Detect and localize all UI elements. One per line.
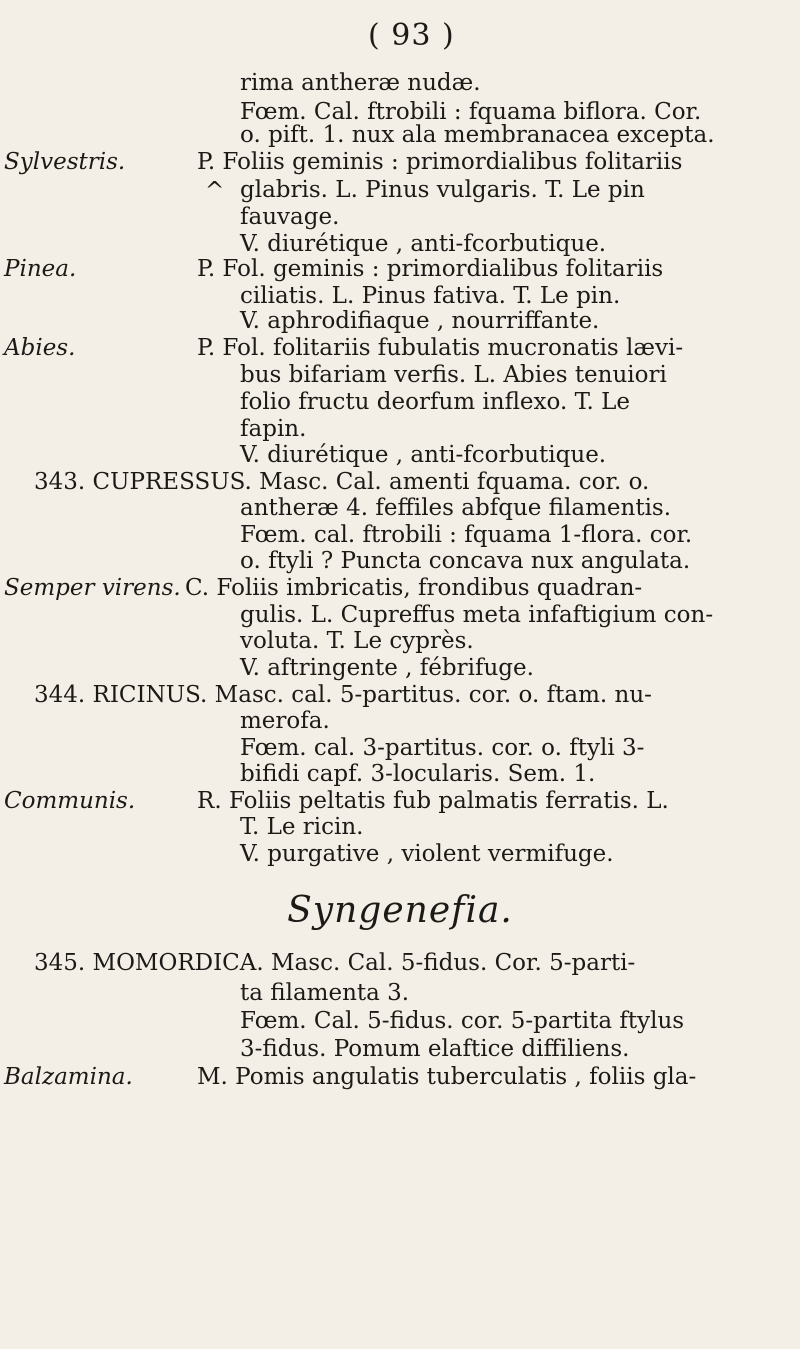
text-line: V. aftringente , fébrifuge. xyxy=(240,655,534,681)
text-line: 3-fidus. Pomum elaftice diffiliens. xyxy=(240,1036,630,1062)
text-line: P. Fol. geminis : primordialibus folitariis xyxy=(197,256,664,282)
text-line: bifidi capf. 3-locularis. Sem. 1. xyxy=(240,761,596,787)
text-line: bus bifariam verfis. L. Abies tenuiori xyxy=(240,362,667,388)
text-line: V. aphrodifiaque , nourriffante. xyxy=(240,308,600,334)
text-line: merofa. xyxy=(240,708,330,734)
caret-marker: ^ xyxy=(205,178,225,204)
text-line: voluta. T. Le cyprès. xyxy=(240,628,474,654)
text-line: o. pift. 1. nux ala membranacea excepta. xyxy=(240,122,715,148)
text-line: Fœm. cal. 3-partitus. cor. o. ftyli 3- xyxy=(240,735,645,761)
text-line: V. diurétique , anti-fcorbutique. xyxy=(240,442,607,468)
entry-345-momordica: 345. MOMORDICA. Masc. Cal. 5-fidus. Cor. 5-parti- xyxy=(34,950,636,976)
margin-label-communis: Communis. xyxy=(4,788,136,814)
margin-label-pinea: Pinea. xyxy=(4,256,77,282)
text-line: folio fructu deorfum inflexo. T. Le xyxy=(240,389,631,415)
text-line: antheræ 4. feffiles abfque filamentis. xyxy=(240,495,672,521)
text-line: glabris. L. Pinus vulgaris. T. Le pin xyxy=(240,177,645,203)
margin-label-sylvestris: Sylvestris. xyxy=(4,149,126,175)
text-line: Fœm. Cal. ftrobili : fquama biflora. Cor. xyxy=(240,99,702,125)
text-line: P. Foliis geminis : primordialibus folitariis xyxy=(197,149,683,175)
text-line: Fœm. Cal. 5-fidus. cor. 5-partita ftylus xyxy=(240,1008,685,1034)
text-line: rima antheræ nudæ. xyxy=(240,70,481,96)
text-line: gulis. L. Cupreffus meta infaftigium con- xyxy=(240,602,714,628)
text-line: fapin. xyxy=(240,416,307,442)
margin-label-semper-virens: Semper virens. xyxy=(4,575,181,601)
text-line: fauvage. xyxy=(240,204,340,230)
text-line: ta filamenta 3. xyxy=(240,980,410,1006)
entry-343-cupressus: 343. CUPRESSUS. Masc. Cal. amenti fquama. cor. o. xyxy=(34,469,650,495)
entry-344-ricinus: 344. RICINUS. Masc. cal. 5-partitus. cor. o. ftam. nu- xyxy=(34,682,652,708)
text-line: V. diurétique , anti-fcorbutique. xyxy=(240,231,607,257)
margin-label-abies: Abies. xyxy=(4,335,76,361)
text-line: V. purgative , violent vermifuge. xyxy=(240,841,614,867)
text-line: T. Le ricin. xyxy=(240,814,364,840)
text-line: C. Foliis imbricatis, frondibus quadran- xyxy=(185,575,643,601)
margin-label-balzamina: Balzamina. xyxy=(4,1064,133,1090)
text-line: P. Fol. folitariis fubulatis mucronatis lævi- xyxy=(197,335,684,361)
text-line: R. Foliis peltatis fub palmatis ferratis. L. xyxy=(197,788,669,814)
section-heading: Syngenefia. xyxy=(287,890,513,931)
text-line: o. ftyli ? Puncta concava nux angulata. xyxy=(240,548,691,574)
page-number: ( 93 ) xyxy=(368,18,455,53)
text-line: Fœm. cal. ftrobili : fquama 1-flora. cor. xyxy=(240,522,693,548)
text-line: ciliatis. L. Pinus fativa. T. Le pin. xyxy=(240,283,621,309)
text-line: M. Pomis angulatis tuberculatis , foliis gla- xyxy=(197,1064,697,1090)
